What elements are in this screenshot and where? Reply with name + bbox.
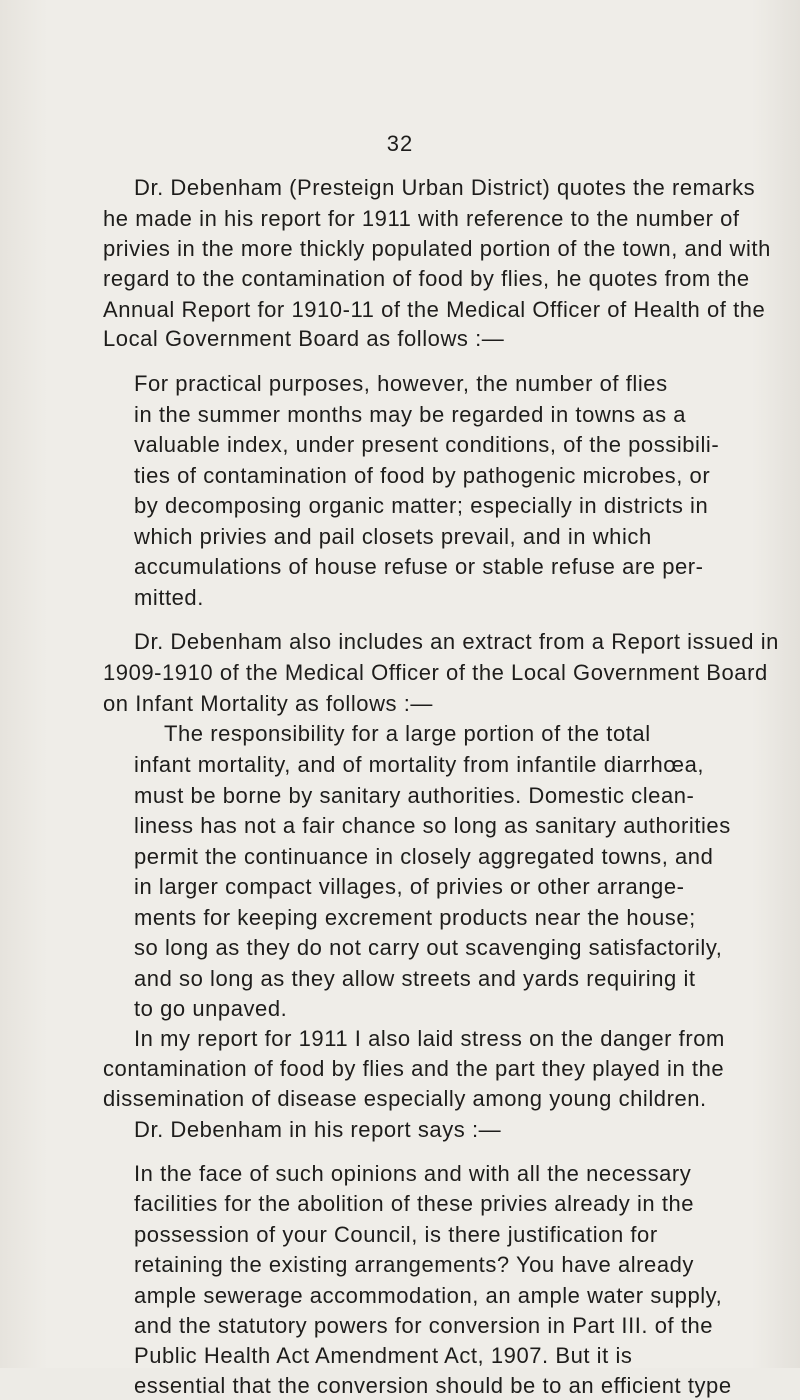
paragraph-2-line: on Infant Mortality as follows :—: [103, 691, 433, 716]
quote-2-line: infant mortality, and of mortality from infantile diarrhœa,: [134, 752, 705, 777]
paragraph-1-line: Local Government Board as follows :—: [103, 326, 505, 351]
quote-2-line: so long as they do not carry out scavenging satisfactorily,: [134, 935, 723, 960]
quote-1-line: For practical purposes, however, the number of flies: [134, 371, 668, 396]
quote-2-line: The responsibility for a large portion of the total: [164, 721, 651, 746]
paragraph-1-line: Annual Report for 1910-11 of the Medical Officer of Health of the: [103, 297, 766, 322]
quote-1-line: by decomposing organic matter; especially in districts in: [134, 493, 709, 518]
quote-3-line: facilities for the abolition of these privies already in the: [134, 1191, 695, 1216]
paragraph-1-line: Dr. Debenham (Presteign Urban District) quotes the remarks: [134, 175, 756, 200]
quote-1-line: accumulations of house refuse or stable refuse are per-: [134, 554, 704, 579]
paragraph-2-line: 1909-1910 of the Medical Officer of the Local Government Board: [103, 660, 768, 685]
quote-3-line: possession of your Council, is there justification for: [134, 1222, 658, 1247]
paragraph-3-line: In my report for 1911 I also laid stress on the danger from: [134, 1026, 725, 1051]
quote-3-line: ample sewerage accommodation, an ample water supply,: [134, 1283, 723, 1308]
quote-2-line: and so long as they allow streets and yards requiring it: [134, 966, 696, 991]
paragraph-1-line: privies in the more thickly populated portion of the town, and with: [103, 236, 771, 261]
quote-2-line: liness has not a fair chance so long as sanitary authorities: [134, 813, 731, 838]
paragraph-4-line: Dr. Debenham in his report says :—: [134, 1117, 502, 1142]
paragraph-3-line: contamination of food by flies and the part they played in the: [103, 1056, 725, 1081]
quote-2-line: permit the continuance in closely aggregated towns, and: [134, 844, 714, 869]
paragraph-1-line: regard to the contamination of food by flies, he quotes from the: [103, 266, 750, 291]
quote-3-line: and the statutory powers for conversion in Part III. of the: [134, 1313, 714, 1338]
quote-2-line: must be borne by sanitary authorities. Domestic clean-: [134, 783, 695, 808]
paragraph-2-line: Dr. Debenham also includes an extract from a Report issued in: [134, 629, 779, 654]
quote-2-line: ments for keeping excrement products near the house;: [134, 905, 696, 930]
quote-3-line: In the face of such opinions and with all the necessary: [134, 1161, 692, 1186]
quote-1-line: ties of contamination of food by pathogenic microbes, or: [134, 463, 711, 488]
quote-1-line: valuable index, under present conditions, of the possibili-: [134, 432, 720, 457]
paragraph-1-line: he made in his report for 1911 with reference to the number of: [103, 206, 740, 231]
quote-2-line: to go unpaved.: [134, 996, 288, 1021]
quote-1-line: which privies and pail closets prevail, and in which: [134, 524, 652, 549]
quote-3-line: retaining the existing arrangements? You have already: [134, 1252, 694, 1277]
paragraph-3-line: dissemination of disease especially among young children.: [103, 1086, 707, 1111]
quote-1-line: mitted.: [134, 585, 204, 610]
quote-3-line: essential that the conversion should be to an efficient type: [134, 1373, 732, 1398]
quote-3-line: Public Health Act Amendment Act, 1907. But it is: [134, 1343, 633, 1368]
quote-1-line: in the summer months may be regarded in towns as a: [134, 402, 687, 427]
quote-2-line: in larger compact villages, of privies or other arrange-: [134, 874, 685, 899]
page-number: 32: [386, 131, 414, 156]
